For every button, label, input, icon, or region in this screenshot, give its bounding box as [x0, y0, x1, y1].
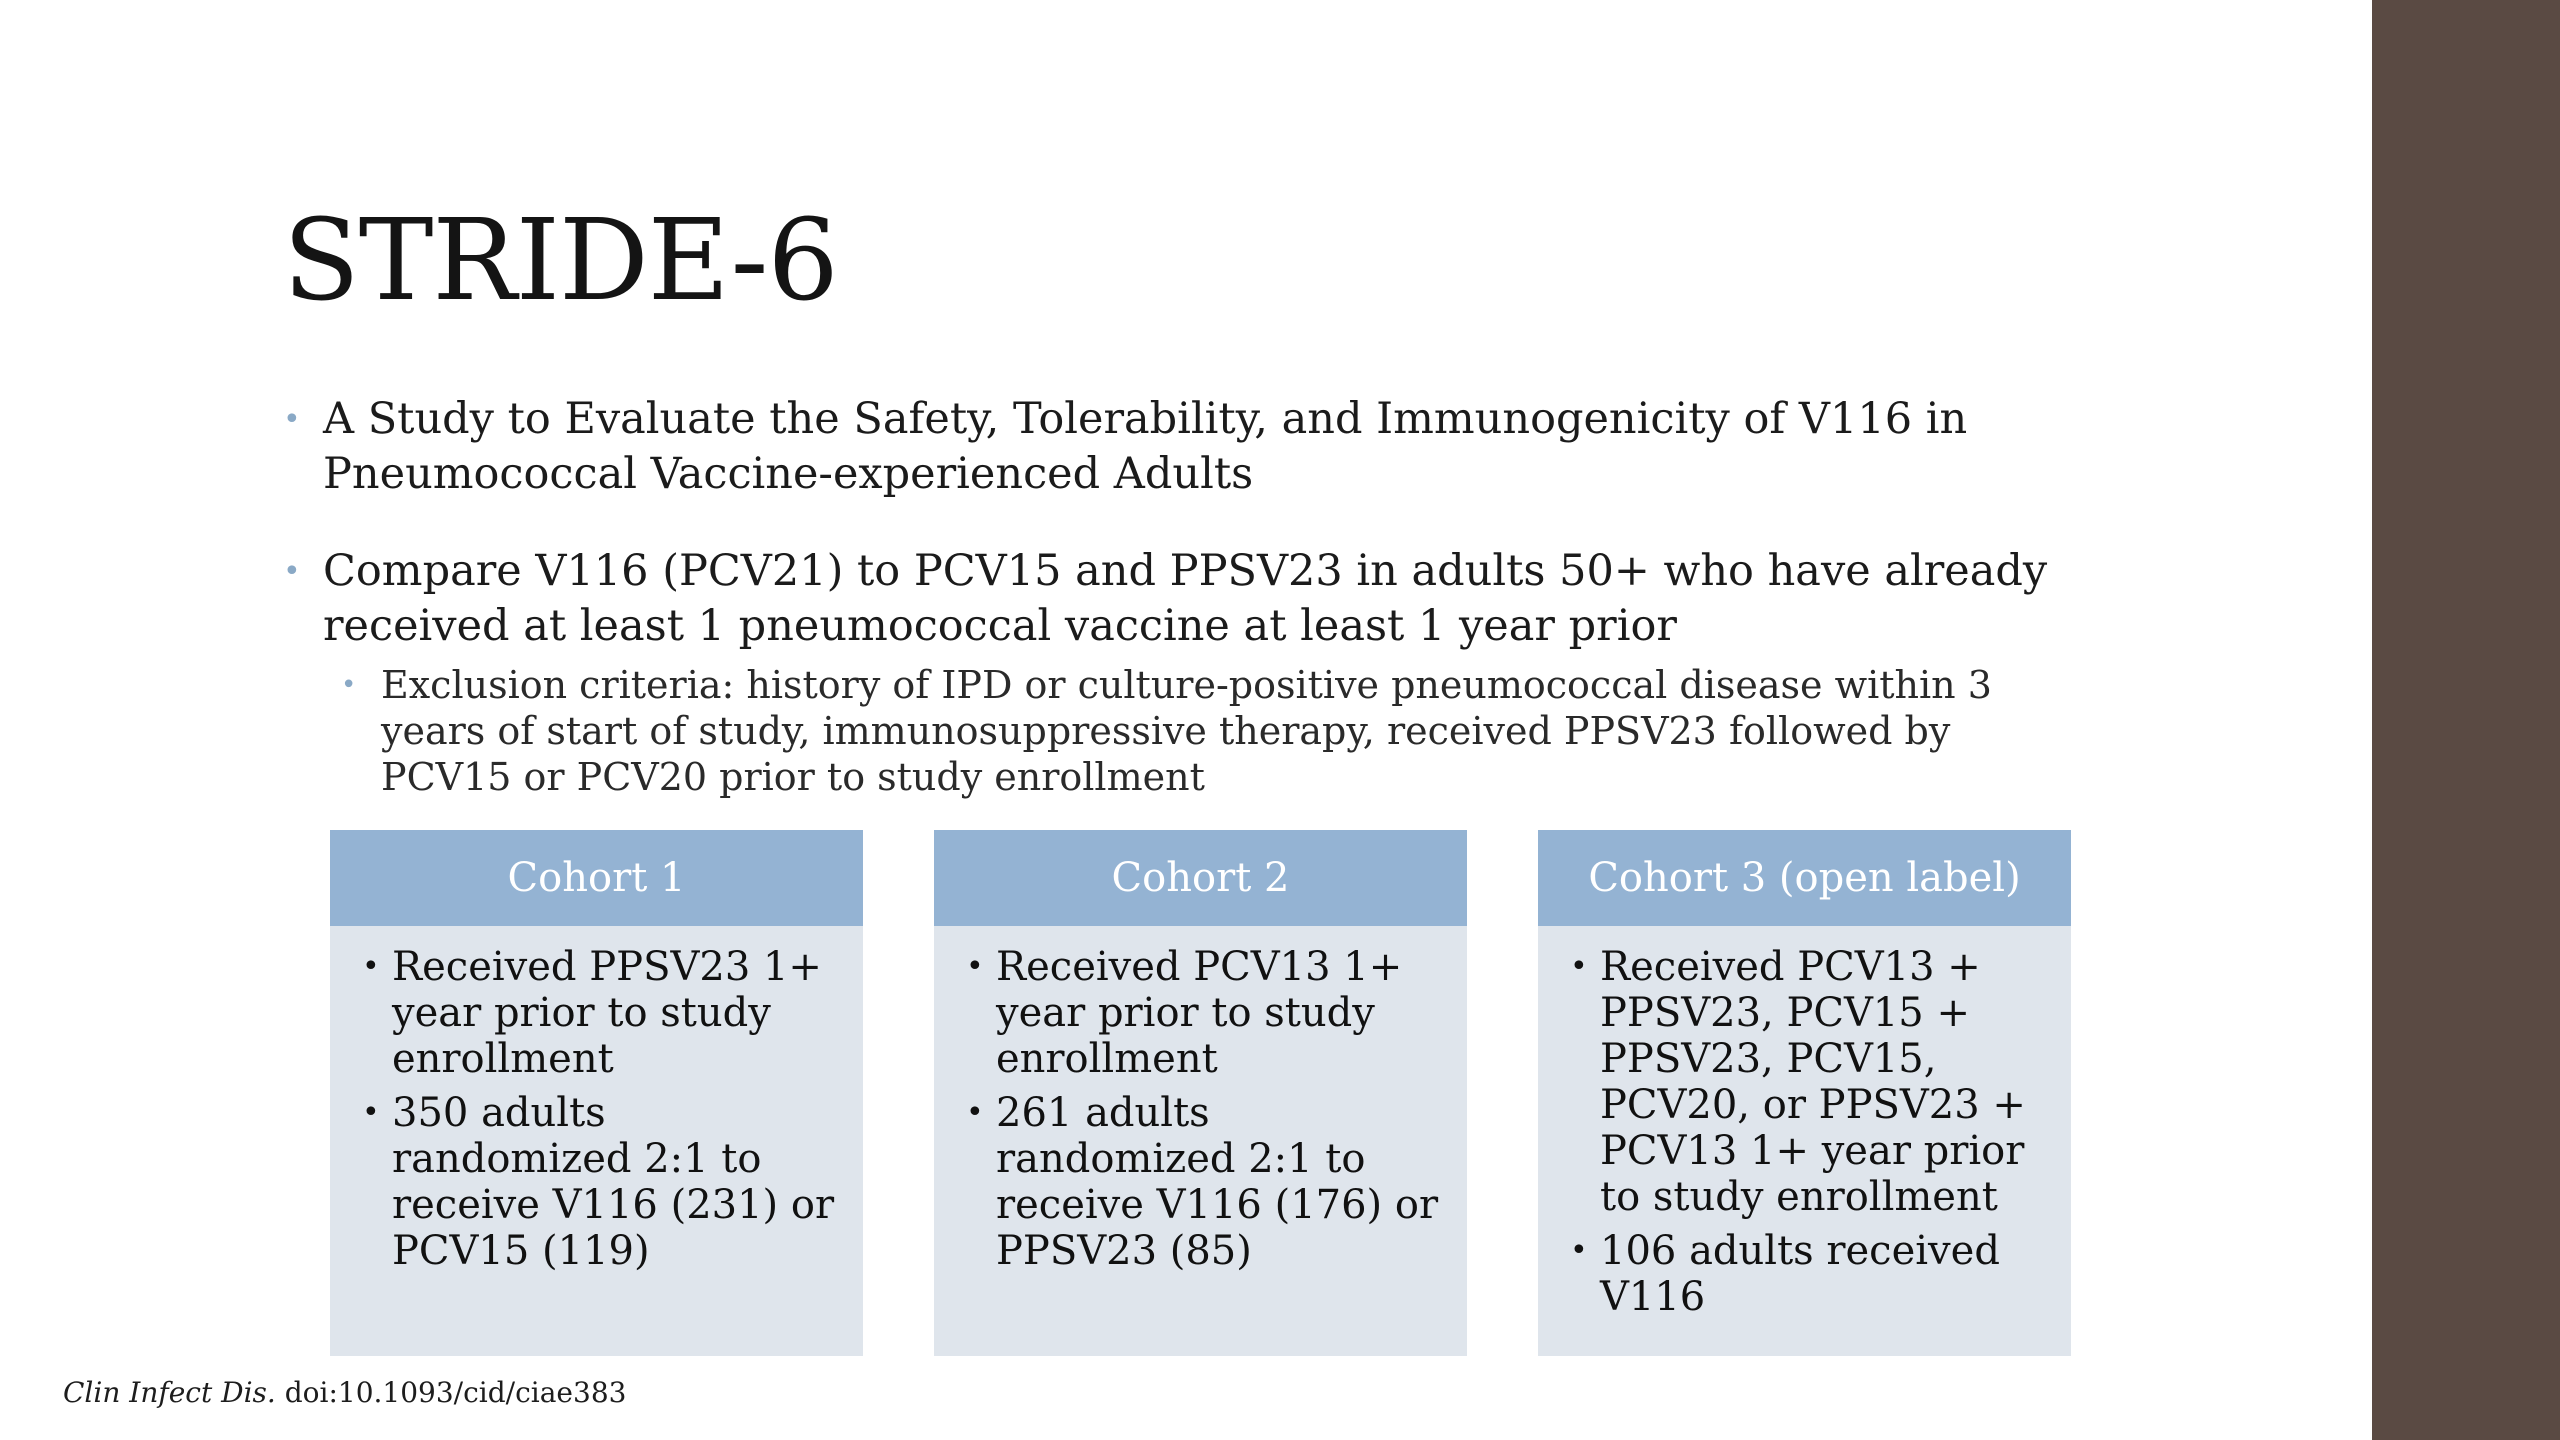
slide-title: STRIDE-6: [283, 196, 838, 326]
bullet-dot-icon: •: [283, 402, 301, 437]
bullet-dot-icon: •: [283, 554, 301, 589]
decorative-sidebar: [2372, 0, 2560, 1440]
citation-journal: Clin Infect Dis.: [63, 1376, 276, 1409]
cohort-item-text: 261 adults randomized 2:1 to receive V116 (176) or PPSV23 (85): [996, 1090, 1439, 1274]
bullet-dot-icon: •: [341, 670, 357, 700]
bullet-dot-icon: •: [966, 1095, 984, 1130]
cohort-item-text: 106 adults received V116: [1600, 1228, 2000, 1320]
bullet-list: [283, 392, 2083, 800]
citation-doi: doi:10.1093/cid/ciae383: [275, 1376, 627, 1409]
cohort-header: Cohort 3 (open label): [1538, 830, 2071, 926]
cohort-item: [352, 1090, 843, 1274]
cohort-body: [330, 926, 863, 1274]
cohort-item: [352, 944, 843, 1082]
bullet-dot-icon: •: [362, 949, 380, 984]
bullet-dot-icon: •: [966, 949, 984, 984]
cohort-item: [1560, 944, 2051, 1220]
bullet-text: A Study to Evaluate the Safety, Tolerability, and Immunogenicity of V116 in Pneumococcal Vaccine-experienced Adults: [323, 394, 1968, 499]
cohort-boxes: [0, 830, 2372, 1356]
sub-bullet-text: Exclusion criteria: history of IPD or culture-positive pneumococcal disease within 3 years of start of study, immunosuppressive therapy, received PPSV23 followed by PCV15 or PCV20 prior to study enrollment: [381, 663, 1992, 799]
bullet-dot-icon: •: [362, 1095, 380, 1130]
cohort-box-3: [1538, 830, 2071, 1356]
bullet-text: Compare V116 (PCV21) to PCV15 and PPSV23 in adults 50+ who have already received at least 1 pneumococcal vaccine at least 1 year prior: [323, 546, 2048, 651]
cohort-header: Cohort 1: [330, 830, 863, 926]
cohort-body: [934, 926, 1467, 1274]
cohort-item: [1560, 1228, 2051, 1320]
bullet-item: [283, 544, 2083, 654]
cohort-box-2: [934, 830, 1467, 1356]
cohort-body: [1538, 926, 2071, 1320]
bullet-dot-icon: •: [1570, 1233, 1588, 1268]
sub-bullet-item: [283, 662, 2083, 800]
cohort-header: Cohort 2: [934, 830, 1467, 926]
bullet-dot-icon: •: [1570, 949, 1588, 984]
cohort-item-text: Received PPSV23 1+ year prior to study enrollment: [392, 944, 822, 1082]
cohort-item-text: 350 adults randomized 2:1 to receive V116 (231) or PCV15 (119): [392, 1090, 835, 1274]
cohort-item-text: Received PCV13 1+ year prior to study enrollment: [996, 944, 1403, 1082]
cohort-item-text: Received PCV13 + PPSV23, PCV15 + PPSV23, PCV15, PCV20, or PPSV23 + PCV13 1+ year prior to study enrollment: [1600, 944, 2026, 1220]
citation: [63, 1376, 626, 1409]
cohort-item: [956, 1090, 1447, 1274]
bullet-item: [283, 392, 2083, 502]
cohort-item: [956, 944, 1447, 1082]
cohort-box-1: [330, 830, 863, 1356]
